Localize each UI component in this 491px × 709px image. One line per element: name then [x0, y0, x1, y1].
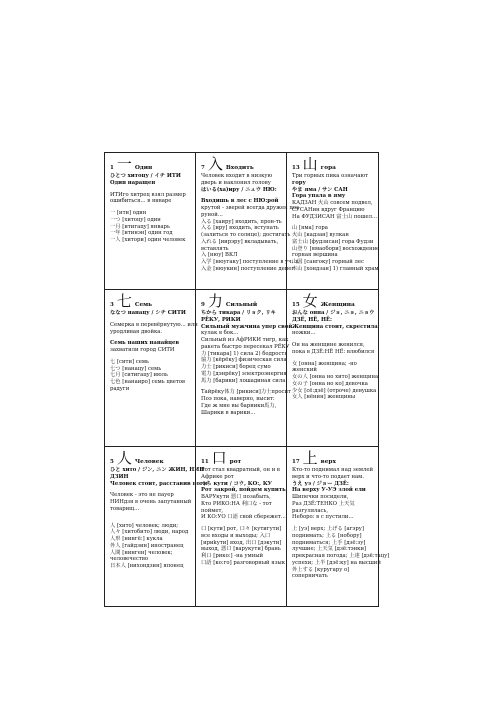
card-text-line: 電力 [дэнрёку] электроэнергия: [201, 370, 287, 377]
card-text-line: подниматься; 上手 [дзё:зу]: [292, 539, 366, 546]
card-text-line: горная вершина: [292, 252, 338, 259]
card-text-line: захватили город СИТИ: [110, 347, 175, 354]
card-text-line: Небоpо: в с пустили...: [292, 514, 354, 521]
card-text-line: Шипечки посидели,: [292, 494, 349, 501]
card-title: Сильный: [225, 301, 258, 308]
card-kanji: 七: [116, 292, 132, 310]
card-text-line: Где ж мне вы бариики馬力,: [201, 402, 277, 409]
card-text-line: Он на женщине женился,: [292, 342, 365, 349]
card-text-line: поднимать; 上る [нобору]: [292, 532, 362, 539]
card-text-line: поймет,: [201, 507, 224, 514]
card-text-line: Сильный из АфРИКИ тигр, как: [201, 337, 289, 344]
card-text-line: 少女 [сё:дзё] (отроче) девушка: [292, 387, 377, 394]
card-text-line: ВАРУкути 悪口 позабыть,: [201, 494, 271, 501]
card-text-line: 一つ [хитоцу] один: [110, 216, 161, 223]
card-text-line: くち кути / コウ, КО:, КУ: [201, 480, 272, 487]
card-text-line: Кто РИКО:НА 利口な - тот: [201, 500, 272, 507]
card-number: 3: [110, 301, 114, 308]
card-text-line: 一月 [итигацу] январь: [110, 223, 170, 230]
card-text-line: ошибиться... в январе: [110, 198, 172, 205]
card-text-line: лучшие; 上天気 [дзё:тэнки]: [292, 546, 367, 553]
card-title: Женщина: [320, 301, 355, 308]
card-number: 9: [201, 301, 205, 308]
card-text-line: выход, 悪口 [варукути] брань: [201, 546, 281, 553]
card-text-line: Человек входит в низкую: [201, 173, 273, 179]
card-text-line: ИТИго хитрец взял размер: [110, 191, 186, 198]
card-text-line: 外上する [куругару о]: [292, 566, 350, 573]
card-text-line: (залиться то солнце); достигать: [201, 232, 291, 239]
card-text-line: ちから тикара / リョク, リキ: [201, 310, 276, 316]
kanji-card-1: [104, 152, 196, 290]
card-kanji: 入: [207, 155, 223, 173]
kanji-card-11: [195, 446, 287, 607]
card-text-line: Входишь в лес с НЮ:рой: [201, 198, 279, 205]
card-text-line: И КО:УО 口語 свой сбережет...: [201, 514, 286, 521]
card-text-line: 利口 [рико:] -на умный: [201, 553, 263, 560]
card-kanji: 女: [302, 292, 318, 310]
card-text-line: Африке рот: [201, 473, 234, 480]
card-kanji: 力: [207, 292, 223, 310]
card-title: рот: [229, 458, 242, 465]
card-header: [201, 294, 282, 309]
card-text-line: 上 [уэ] верх; 上げる [агэру]: [292, 526, 364, 533]
card-header: [201, 451, 282, 466]
card-text-line: руной...: [201, 211, 223, 218]
card-header: [110, 157, 191, 172]
card-text-line: прекрасная погода; 上達 [дзё:тацу]: [292, 553, 390, 560]
card-text-line: Женщина стоит, скрестила: [292, 323, 378, 330]
card-text-line: Человек - это не пауер: [110, 492, 174, 499]
card-text-line: ひと хито / ジン, ニン ЖИН, НИН: [110, 467, 205, 473]
card-text-line: ДЗЁ, НЁ, НЁ:: [292, 316, 332, 323]
card-number: 1: [110, 164, 114, 171]
card-text-line: Шарики в варики...: [201, 409, 256, 416]
card-text-line: ななつ нанацу / シチ СИТИ: [110, 310, 186, 316]
card-text-line: РЁКУ, РИКИ: [201, 316, 241, 323]
card-text-line: уродливая двойка.: [110, 328, 163, 335]
card-text-line: 七月 [ситигацу] июль: [110, 372, 168, 379]
card-text-line: 馬力 [барики] лошадиная сила: [201, 377, 286, 384]
card-header: [110, 451, 191, 466]
card-text-line: 人 [хито] человек; люди;: [110, 522, 179, 529]
card-text-line: человечество: [110, 556, 149, 563]
kanji-card-3: [104, 289, 196, 447]
card-text-line: 七 [сити] семь: [110, 358, 149, 365]
card-text-line: 力士 [рикиси] борец сумо: [201, 364, 271, 371]
card-text-line: разгулялась,: [292, 507, 329, 514]
card-text-line: はいる(ха)иру / ニュウ НЮ:: [201, 186, 277, 193]
card-number: 17: [292, 458, 300, 465]
card-text-line: На ФУДЗИСАН 富士山 пошел...: [292, 213, 378, 220]
card-header: [292, 157, 374, 172]
card-text-line: 協力 [кёрёку] физическая сила: [201, 357, 287, 364]
card-text-line: женский: [292, 367, 317, 374]
card-title: Один: [134, 164, 153, 171]
kanji-card-9: [195, 289, 293, 447]
card-text-line: Человек стоит, расставив ноги: [110, 480, 208, 487]
card-text-line: 人形 [нингё:] кукла: [110, 536, 163, 543]
card-kanji: 口: [211, 449, 227, 467]
card-number: 7: [201, 164, 205, 171]
card-text-line: Поэ пока, наверно, высит:: [201, 396, 275, 403]
card-number: 5: [110, 458, 114, 465]
card-text-line: 富士山 [фудзисан] гора Фудзи: [292, 238, 374, 245]
card-text-line: 入金 [нюукин] поступление денег: [201, 265, 295, 272]
card-kanji: 上: [302, 449, 318, 467]
card-header: [110, 294, 191, 309]
card-number: 11: [201, 458, 209, 465]
card-title: Входить: [225, 164, 254, 171]
card-number: 15: [292, 301, 300, 308]
card-text-line: Сильный мужчина упер свой: [201, 323, 293, 330]
card-text-line: やま яма / サン САН: [292, 186, 348, 193]
card-text-line: верх и что-то подает нам.: [292, 473, 364, 480]
card-text-line: Рот стал квадратный, он и в: [201, 467, 280, 473]
card-text-line: пока в ДЗЁ:НЁ НЁ: влюбился: [292, 348, 375, 355]
card-text-line: крутой - зверей всегда дружен поз: [201, 205, 299, 212]
card-text-line: Раз ДЗЁ:ТЕНКО 上天気: [292, 500, 355, 507]
card-text-line: おんな онна / ジョ, ニョ, ニョウ: [292, 310, 375, 316]
flashcard-sheet: [104, 152, 390, 606]
card-text-line: 女の子 [онна но ко] девочка: [292, 380, 368, 387]
card-text-line: товарищ...: [110, 505, 140, 512]
card-text-line: ДЗИН: [110, 473, 129, 480]
card-text-line: 一人 [хитори] один человек: [110, 237, 186, 244]
card-text-line: 人々 [хитобито] люди, народ: [110, 529, 189, 536]
card-header: [292, 451, 374, 466]
card-text-line: ракета быстро пересекал РЁКУ: [201, 343, 290, 350]
card-text-line: 入 [нюу] ВКЛ: [201, 252, 238, 259]
card-text-line: 七つ [нанацу] семь: [110, 365, 162, 372]
card-text-line: 山 [яма] гора: [292, 225, 328, 232]
card-text-line: 人間 [нинген] человек;: [110, 549, 173, 556]
card-text-line: 山国 [сангоку] горный лес: [292, 259, 364, 266]
card-text-line: все входы и выходы; 入口: [201, 532, 271, 539]
card-text-line: вставлять: [201, 245, 229, 252]
card-text-line: 本山 [хондзан] 1) главный храм: [292, 265, 379, 272]
card-text-line: На верху У-УЭ злой ели: [292, 487, 366, 494]
card-number: 13: [292, 164, 300, 171]
card-title: гора: [320, 164, 336, 171]
card-text-line: СУСАНин вдруг Францию: [292, 206, 365, 213]
card-text-line: НИНдзя в очень запутанный: [110, 499, 192, 506]
card-text-line: Рот закрой, пойдем купить,: [201, 487, 288, 494]
card-text-line: 女の人 [онна но хито] женщина: [292, 374, 379, 381]
card-text-line: 入れる [иирэру] вкладывать,: [201, 238, 279, 245]
kanji-card-17: [286, 446, 390, 607]
card-text-line: [ириkути] вход, 出口 [дэкути]: [201, 539, 282, 546]
card-text-line: дверь и наклонил голову: [201, 179, 271, 186]
card-text-line: 入学 [нюугаку] поступление в уч. з.: [201, 259, 300, 266]
card-text-line: うえ уэ / ジョー ДЗЁ:: [292, 480, 349, 487]
kanji-card-13: [286, 152, 379, 290]
card-title: Человек: [134, 458, 164, 465]
card-text-line: 山登り [ямаобори] восхождение: [292, 245, 380, 252]
card-text-line: 力 [тикара] 1) сила 2) бодрость: [201, 350, 288, 357]
card-text-line: Семерка в перевёрнутую... или: [110, 321, 198, 328]
card-text-line: Один наращен: [110, 179, 156, 186]
kanji-card-15: [286, 289, 379, 447]
card-kanji: 山: [302, 155, 318, 173]
card-text-line: гору: [292, 179, 306, 186]
card-text-line: Кто-то поднимал над землей: [292, 467, 373, 473]
card-text-line: 入る [иру] входить, вступать: [201, 225, 279, 232]
card-text-line: 女 [онна] женщина; -но: [292, 360, 357, 367]
card-text-line: 入る [хаиру] входить, прон-ть: [201, 218, 282, 225]
card-text-line: ножки...: [292, 330, 316, 337]
card-kanji: 一: [116, 155, 132, 173]
card-text-line: 女人 [нёнин] женщины: [292, 394, 356, 401]
card-text-line: 日本人 [нихондзин] японец: [110, 563, 184, 570]
card-text-line: КАДЗАН 火山 совсем подвел,: [292, 200, 373, 207]
card-text-line: 一 [ити] один: [110, 210, 147, 217]
card-text-line: 七色 [нанаиро] семь цветов: [110, 379, 185, 386]
card-text-line: Гора упала в яму: [292, 193, 346, 200]
card-text-line: кулак в бок...: [201, 330, 239, 337]
card-text-line: 一年 [итинэн] один год: [110, 230, 173, 237]
card-text-line: соперничать: [292, 573, 328, 580]
card-header: [292, 294, 374, 309]
card-text-line: успехи; 上半 [дзё:ку] на высший: [292, 559, 381, 566]
card-text-line: 口 [кути] рот, 口々 [кутигути]: [201, 526, 282, 533]
card-text-line: 外人 [гайдзин] иностранец: [110, 542, 184, 549]
card-text-line: 口語 [ко:го] разговорный язык: [201, 559, 286, 566]
card-text-line: радуги: [110, 385, 130, 392]
card-text-line: ひとつ хитоцу / イチ ИТИ: [110, 173, 181, 179]
card-kanji: 人: [116, 449, 132, 467]
card-text-line: Семь наших нанайцев: [110, 340, 180, 347]
card-text-line: 火山 [кадзан] вулкан: [292, 232, 349, 239]
card-text-line: Тайрёку体力 [рикиси]力士просит: [201, 389, 291, 396]
card-text-line: Три горных пика означают: [292, 173, 369, 179]
card-header: [201, 157, 282, 172]
card-title: Семь: [134, 301, 153, 308]
card-title: верх: [320, 458, 336, 465]
